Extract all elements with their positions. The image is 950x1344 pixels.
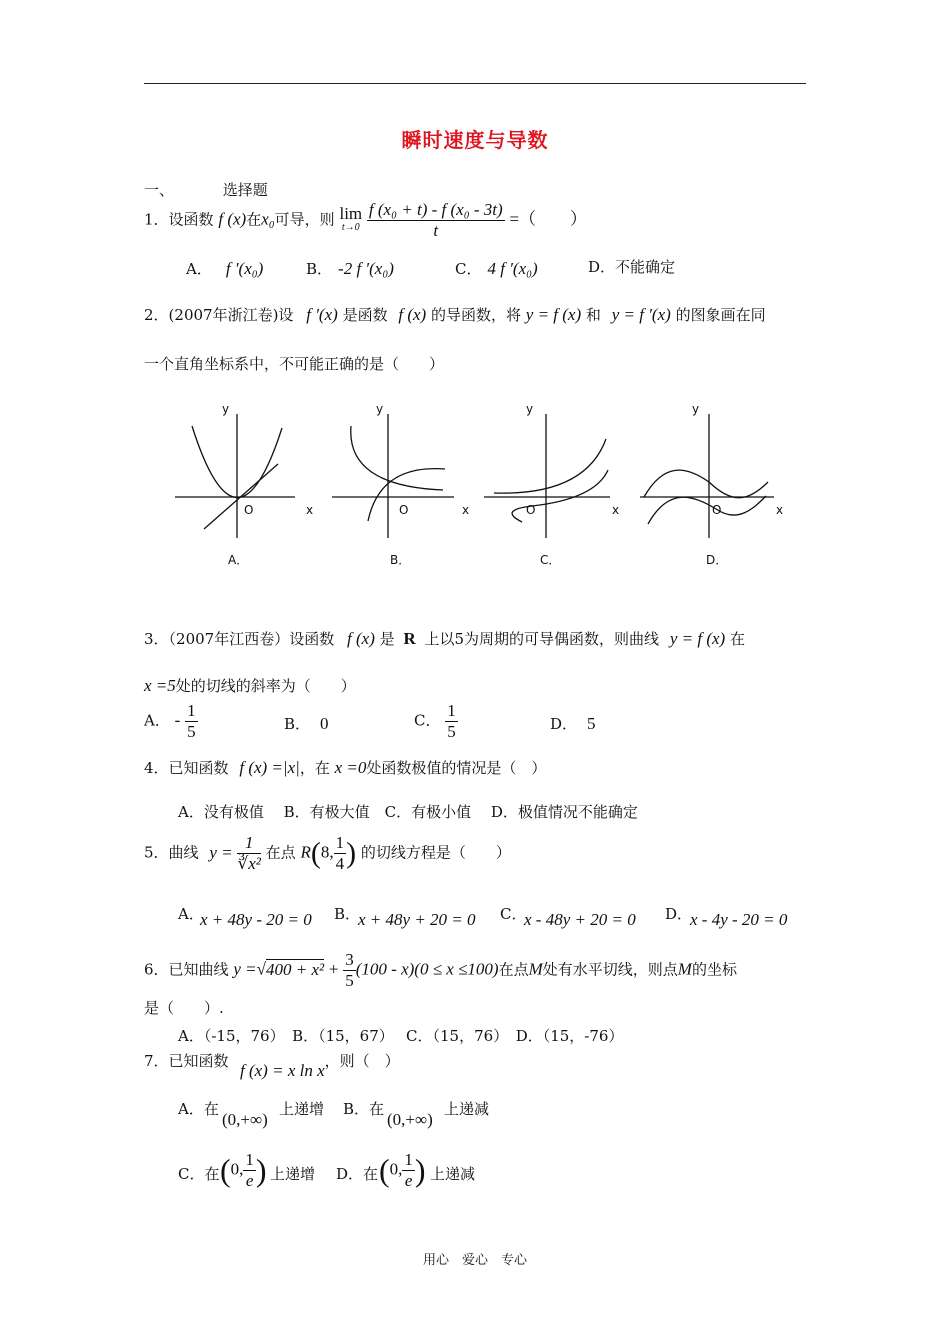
graph-d-origin: O [712, 503, 722, 517]
graph-a-caption: A． [228, 553, 249, 567]
q4-options: A．没有极值 B．有极大值 C．有极小值 D．极值情况不能确定 [178, 803, 638, 821]
q2-graphs [170, 396, 790, 576]
q7-option-a: A．在 [178, 1100, 219, 1118]
graph-c-curve-1 [494, 439, 606, 493]
q1-fraction: $\frac{\text{f (x₀ + t) - f (x₀ - 3t)}}{t}$ [368, 200, 503, 240]
graph-d-y-label: y [692, 402, 700, 416]
graph-b-x-label: x [462, 503, 470, 517]
q7-option-b-interval: (0,+∞) [387, 1110, 433, 1129]
graph-a-origin: O [244, 503, 254, 517]
graph-d-caption: D． [706, 553, 728, 567]
q1-option-b: B． -2 f ′(x₀) [306, 259, 394, 278]
q3-option-a: A． - $\frac{1}{5}$ [144, 701, 196, 741]
graph-d [640, 414, 774, 538]
question-7: 7．已知函数 [144, 1052, 229, 1070]
q5-option-c-expr: x - 48y + 20 = 0 [524, 910, 636, 929]
graph-b-caption: B． [390, 553, 411, 567]
question-1: 1．设函数 f (x)在x₀可导，则 lim t→0 $\frac{\text{f (x₀ + t) - f (x₀ - 3t)}}{t}$ =（ ） [144, 200, 588, 240]
q5-option-d: D． [665, 905, 693, 923]
q3-line-2: x =5处的切线的斜率为（ ） [144, 676, 356, 695]
q7-option-a-text: 上递增 [279, 1100, 325, 1118]
q3-option-b: B． 0 [284, 714, 329, 733]
graph-b-origin: O [399, 503, 409, 517]
q7-option-d: D．在 [336, 1165, 379, 1183]
section-number: 一、 [144, 181, 175, 199]
graph-d-x-label: x [776, 503, 784, 517]
q7-option-c: C．在 [178, 1165, 220, 1183]
q5-option-d-expr: x - 4y - 20 = 0 [690, 910, 788, 929]
q1-option-d: D．不能确定 [588, 258, 676, 276]
q7-option-c-text: 上递增 [270, 1165, 316, 1183]
question-2: 2．(2007年浙江卷)设 f ′(x) 是函数 f (x) 的导函数，将 y = f (x) 和 y = f ′(x) 的图象画在同 [144, 305, 766, 324]
q6-options: A．（-15，76） B．（15，67） C．（15，76） D．（15，-76） [178, 1027, 624, 1045]
q5-option-a: A． [178, 905, 204, 923]
graph-c-y-label: y [526, 402, 534, 416]
graph-d-curve-1 [644, 470, 768, 498]
q6-line-2: 是（ ）. [144, 999, 224, 1017]
q7-function: f (x) = x ln x [240, 1061, 325, 1080]
page-title: 瞬时速度与导数 [401, 128, 549, 152]
question-3: 3．（2007年江西卷）设函数 f (x) 是 R 上以5为周期的可导偶函数，则曲线 y = f (x) 在 [144, 629, 745, 648]
q2-line-2: 一个直角坐标系中，不可能正确的是（ ） [144, 355, 445, 373]
graph-c-origin: O [526, 503, 536, 517]
graph-b-curve-1 [351, 426, 443, 490]
graph-a-y-label: y [222, 402, 230, 416]
graph-c-caption: C． [540, 553, 561, 567]
q1-option-c: C． 4 f ′(x₀) [455, 259, 538, 278]
graph-c [484, 414, 610, 538]
question-5: 5．曲线 y = $\frac{1}{\text{∛x²}}$ 在点 R(8, $\frac{1}{4}$ ) 的切线方程是（ ） [144, 833, 511, 873]
graph-b-y-label: y [376, 402, 384, 416]
q7-option-b: B．在 [343, 1100, 385, 1118]
q7-option-d-text: 上递减 [430, 1165, 476, 1183]
q5-fraction: $\frac{1}{\text{∛x²}}$ [237, 833, 261, 873]
q3-option-d: D． 5 [550, 714, 596, 733]
section-label: 选择题 [222, 181, 268, 199]
limit: lim t→0 [339, 203, 363, 233]
q7-option-b-text: 上递减 [444, 1100, 490, 1118]
q5-option-b-expr: x + 48y + 20 = 0 [358, 910, 476, 929]
page-footer: 用心 爱心 专心 [422, 1253, 527, 1268]
header-rule [144, 83, 806, 84]
q5-option-b: B． [334, 905, 361, 923]
question-6: 6．已知曲线 y =√400 + x² + $\frac{3}{5}$ (100 - x)(0 ≤ x ≤100)在点M处有水平切线，则点M的坐标 [144, 950, 737, 990]
graph-a [175, 414, 295, 538]
question-4: 4．已知函数 f (x) =|x|，在 x =0处函数极值的情况是（ ） [144, 758, 547, 777]
graph-b [332, 414, 454, 538]
graph-a-x-label: x [306, 503, 314, 517]
q7-option-a-interval: (0,+∞) [222, 1110, 268, 1129]
q3-option-c: C． $\frac{1}{5}$ [414, 701, 456, 741]
q5-option-c: C． [500, 905, 527, 923]
graph-d-curve-2 [648, 496, 766, 524]
q1-option-a: A． f ′(x₀) [186, 259, 264, 278]
section-header [144, 179, 268, 200]
graph-c-x-label: x [612, 503, 620, 517]
q5-option-a-expr: x + 48y - 20 = 0 [200, 910, 312, 929]
